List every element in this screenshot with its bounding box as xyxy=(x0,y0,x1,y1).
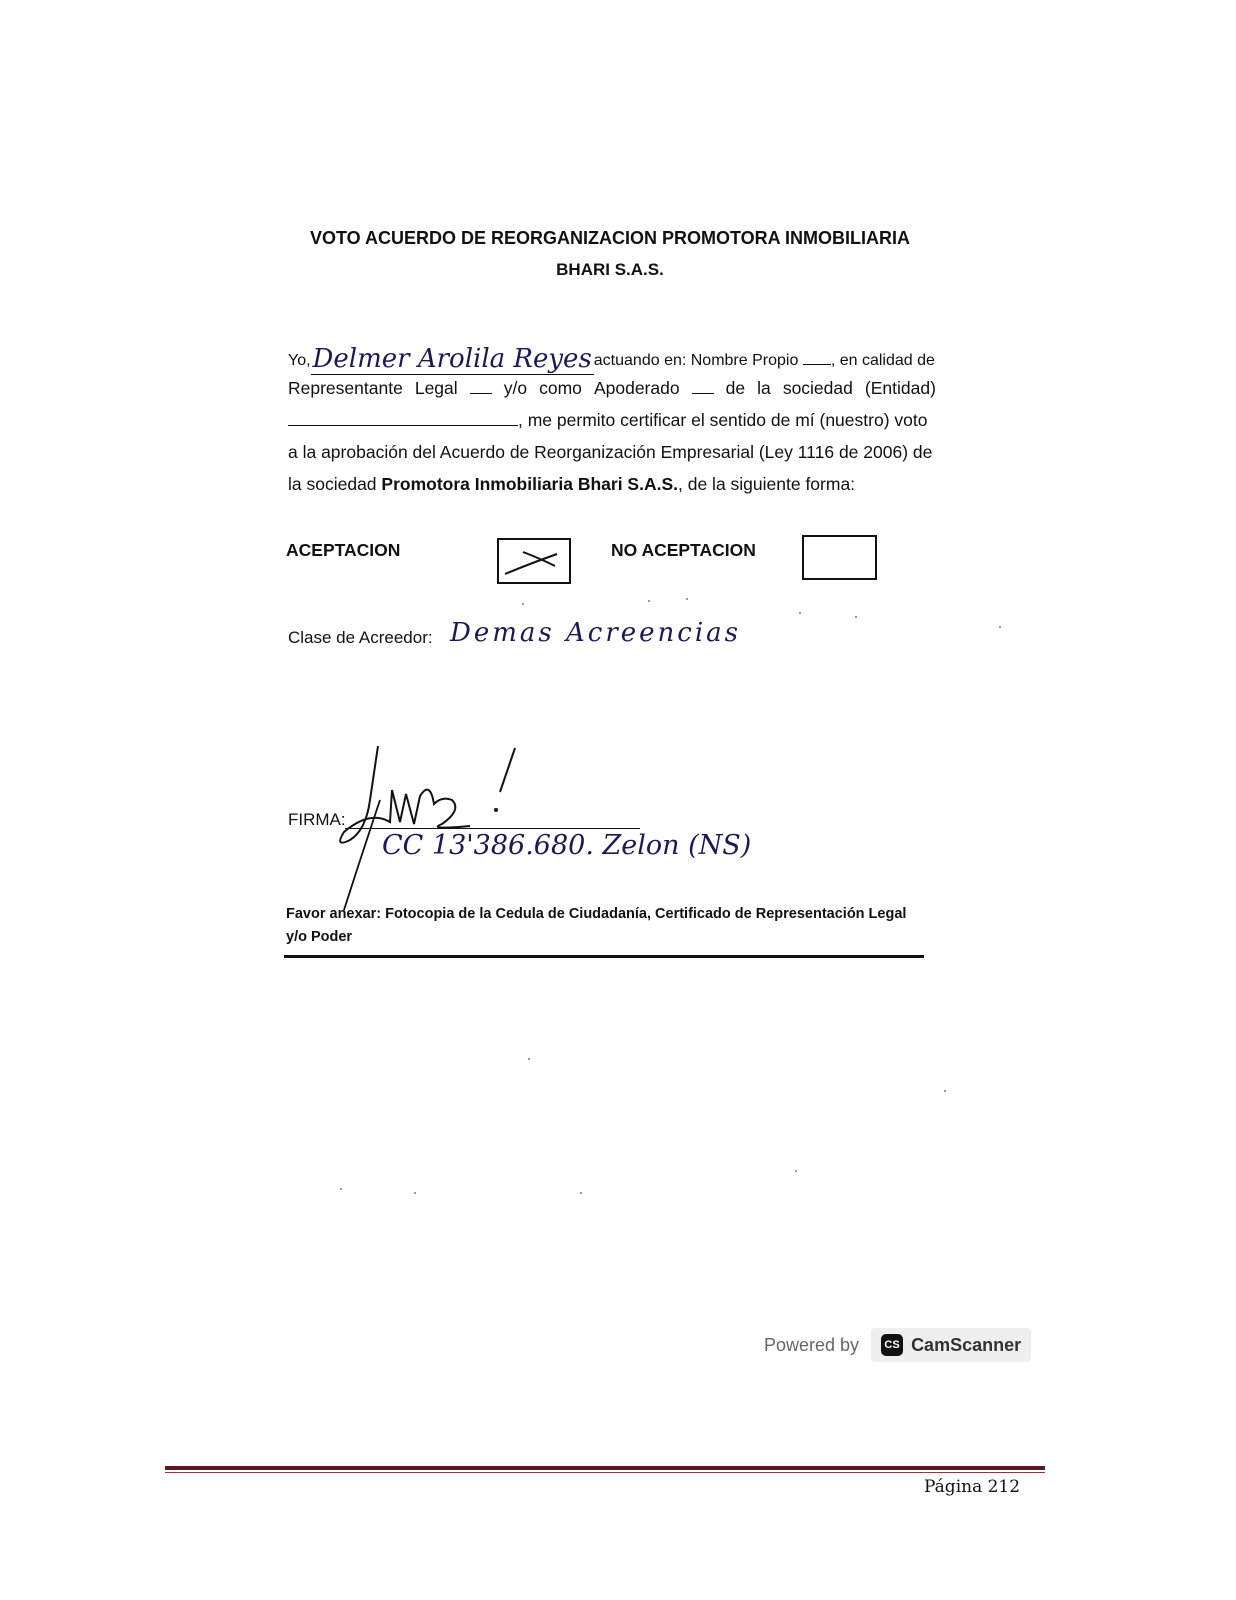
handwritten-id-number: CC 13'386.680. Zelon (NS) xyxy=(382,830,752,861)
document-title: VOTO ACUERDO DE REORGANIZACION PROMOTORA INMOBILIARIA xyxy=(309,228,910,248)
creditor-class-label: Clase de Acreedor: xyxy=(288,628,433,647)
footer-rule xyxy=(165,1466,1045,1470)
signature-label: FIRMA: xyxy=(288,810,346,829)
creditor-class-value: Demas Acreencias xyxy=(450,618,742,648)
signature-line xyxy=(345,828,640,829)
document-subtitle: BHARI S.A.S. xyxy=(556,260,664,279)
camscanner-logo-icon: CS xyxy=(881,1334,903,1356)
declaration-line-3: , me permito certificar el sentido de mí (nuestro) voto xyxy=(288,410,936,442)
annex-divider xyxy=(284,955,924,958)
powered-by-text: Powered by xyxy=(764,1334,860,1355)
accept-checkbox[interactable] xyxy=(497,538,571,584)
legal-rep-blank xyxy=(470,379,492,394)
camscanner-badge xyxy=(871,1328,1031,1362)
declaration-line-1: Yo,Delmer Arolila Reyes actuando en: Nombre Propio , en calidad de xyxy=(288,344,935,374)
reject-label: NO ACEPTACION xyxy=(611,540,756,560)
handwritten-name: Delmer Arolila Reyes xyxy=(312,344,592,374)
declaration-line-4: a la aprobación del Acuerdo de Reorganización Empresarial (Ley 1116 de 2006) de xyxy=(288,442,933,462)
page-number: Página 212 xyxy=(924,1477,1021,1497)
declaration-line-5: la sociedad Promotora Inmobiliaria Bhari S.A.S., de la siguiente forma: xyxy=(288,474,856,494)
handwritten-x-mark xyxy=(499,540,569,582)
accept-label: ACEPTACION xyxy=(286,540,401,560)
entity-blank xyxy=(288,411,518,426)
declaration-line-2: Representante Legal y/o como Apoderado de la sociedad (Entidad) xyxy=(288,378,936,398)
annex-note: Favor anexar: Fotocopia de la Cedula de Ciudadanía, Certificado de Representación Legal y/o Poder xyxy=(286,906,907,945)
footer-rule-thin xyxy=(165,1472,1045,1473)
camscanner-brand: CamScanner xyxy=(911,1334,1022,1355)
attorney-blank xyxy=(692,379,714,394)
own-name-blank xyxy=(803,350,831,365)
company-name: Promotora Inmobiliaria Bhari S.A.S. xyxy=(381,474,678,494)
camscanner-watermark xyxy=(764,1328,1031,1362)
reject-checkbox[interactable] xyxy=(802,535,877,580)
